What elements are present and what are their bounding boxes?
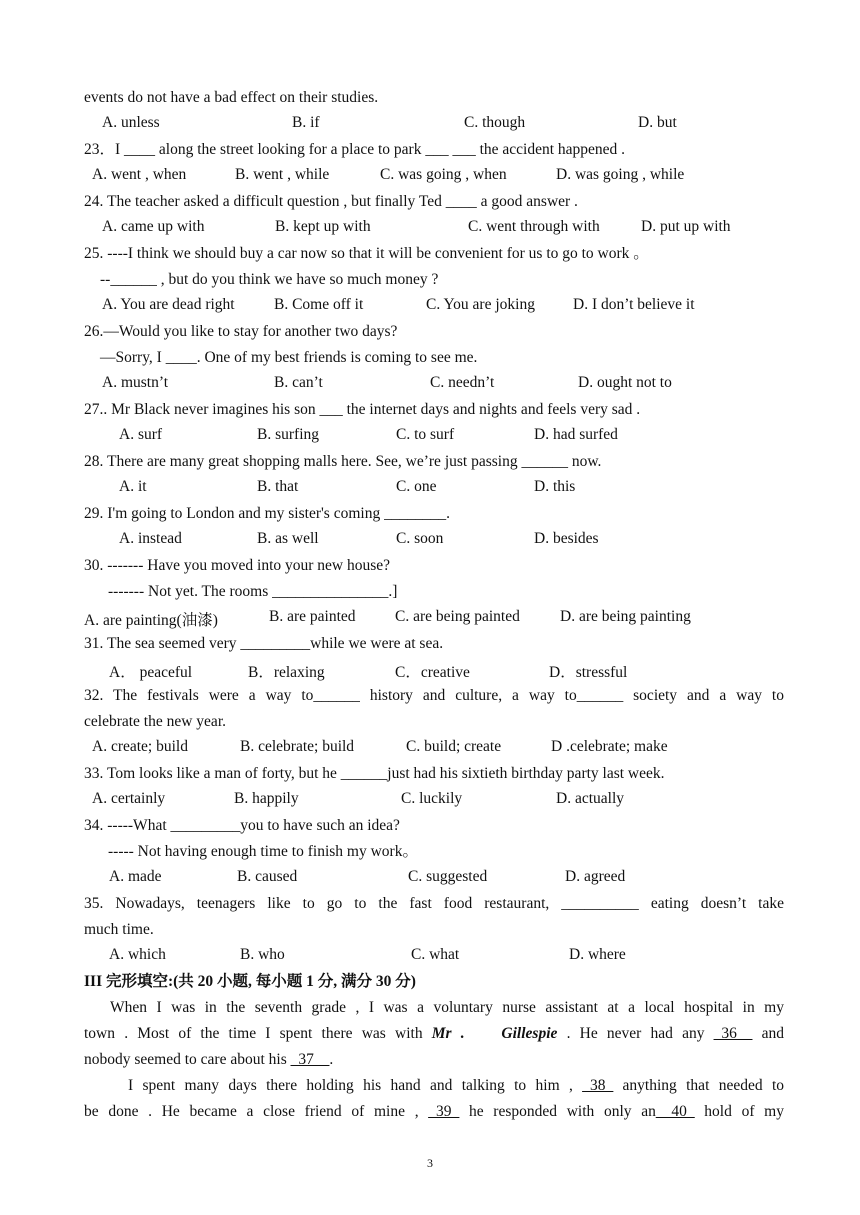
question-23: 23．I ____ along the street looking for a place to park ___ ___ the accident happened . — [84, 141, 626, 158]
option-c: C. are being painted — [395, 608, 520, 625]
option-a: A. unless — [102, 114, 160, 131]
option-c: C. went through with — [468, 218, 600, 235]
question-24: 24. The teacher asked a difficult question , but finally Ted ____ a good answer . — [84, 193, 578, 210]
option-d: D．stressful — [549, 664, 628, 681]
options-26 — [84, 374, 784, 394]
option-b: B. kept up with — [275, 218, 371, 235]
option-d: D. ought not to — [578, 374, 672, 391]
question-26: 26.—Would you like to stay for another two days? — [84, 323, 398, 340]
option-c: C. build; create — [406, 738, 502, 755]
option-a: A. create; build — [92, 738, 188, 755]
options-27 — [84, 426, 784, 446]
option-a: A. came up with — [102, 218, 205, 235]
question-22-tail: events do not have a bad effect on their studies. — [84, 89, 379, 106]
option-b: B. are painted — [269, 608, 356, 625]
option-d: D. had surfed — [534, 426, 618, 443]
option-d: D. put up with — [641, 218, 731, 235]
question-25-reply: --______ , but do you think we have so much money ? — [100, 271, 439, 288]
option-d: D. this — [534, 478, 576, 495]
passage-line: be done . He became a close friend of mine , _39_ he responded with only an__40_ hold of my — [84, 1103, 784, 1120]
option-c: C. suggested — [408, 868, 488, 885]
options-25 — [84, 296, 784, 316]
options-34 — [84, 868, 784, 888]
option-c: C. though — [464, 114, 526, 131]
options-29 — [84, 530, 784, 550]
options-35 — [84, 946, 784, 966]
options-22 — [84, 114, 784, 134]
options-23 — [84, 166, 784, 186]
option-b: B. can’t — [274, 374, 323, 391]
question-28: 28. There are many great shopping malls here. See, we’re just passing ______ now. — [84, 453, 602, 470]
option-c: C. You are joking — [426, 296, 535, 313]
option-b: B. celebrate; build — [240, 738, 355, 755]
question-27: 27.. Mr Black never imagines his son ___ the internet days and nights and feels very sad . — [84, 401, 641, 418]
option-b: B. if — [292, 114, 320, 131]
option-b: B. Come off it — [274, 296, 364, 313]
question-35-cont: much time. — [84, 921, 154, 938]
question-25: 25. ----I think we should buy a car now so that it will be convenient for us to go to work 。 — [84, 245, 649, 262]
passage-line: nobody seemed to care about his _37__. — [84, 1051, 334, 1068]
blank-36: _36__ — [713, 1025, 753, 1042]
option-b: B. happily — [234, 790, 299, 807]
question-34-reply: ----- Not having enough time to finish my work。 — [108, 843, 418, 860]
option-d: D. actually — [556, 790, 625, 807]
passage-line: When I was in the seventh grade , I was a voluntary nurse assistant at a local hospital in my — [110, 999, 784, 1016]
option-a: A. went , when — [92, 166, 187, 183]
question-30: 30. ------- Have you moved into your new house? — [84, 557, 391, 574]
option-c: C. needn’t — [430, 374, 495, 391]
option-d: D. but — [638, 114, 677, 131]
option-c: C. to surf — [396, 426, 455, 443]
question-30-reply: ------- Not yet. The rooms _______________.] — [108, 583, 398, 600]
option-d: D. besides — [534, 530, 599, 547]
option-c: C. one — [396, 478, 437, 495]
option-d: D .celebrate; make — [551, 738, 668, 755]
options-28 — [84, 478, 784, 498]
option-a: A. certainly — [92, 790, 166, 807]
options-33 — [84, 790, 784, 810]
option-a: A. which — [109, 946, 166, 963]
option-c: C. was going , when — [380, 166, 507, 183]
question-35: 35. Nowadays, teenagers like to go to the fast food restaurant, __________ eating doesn’t take — [84, 895, 784, 912]
passage-line: town . Most of the time I spent there was with Mr . Gillespie . He never had any _36__ and — [84, 1025, 784, 1042]
page-number: 3 — [427, 1156, 433, 1170]
options-32 — [84, 738, 784, 758]
option-a: A. are painting(油漆) — [84, 612, 218, 629]
option-a: A. You are dead right — [102, 296, 235, 313]
passage-line: I spent many days there holding his hand and talking to him , _38_ anything that needed to — [128, 1077, 784, 1094]
option-d: D. are being painting — [560, 608, 691, 625]
option-a: A. it — [119, 478, 147, 495]
question-32: 32. The festivals were a way to______ history and culture, a way to______ society and a way to — [84, 687, 784, 704]
option-a: A． peaceful — [109, 664, 193, 681]
option-c: C. soon — [396, 530, 444, 547]
blank-37: _37__ — [290, 1051, 330, 1068]
option-a: A. mustn’t — [102, 374, 169, 391]
options-30 — [84, 608, 784, 628]
options-24 — [84, 218, 784, 238]
option-b: B. as well — [257, 530, 319, 547]
option-a: A. made — [109, 868, 162, 885]
option-d: D. I don’t believe it — [573, 296, 695, 313]
question-29: 29. I'm going to London and my sister's coming ________. — [84, 505, 450, 522]
blank-39: _39_ — [428, 1103, 460, 1120]
option-b: B. that — [257, 478, 299, 495]
option-c: C. what — [411, 946, 460, 963]
section-heading: III 完形填空:(共 20 小题, 每小题 1 分, 满分 30 分) — [84, 973, 416, 990]
blank-38: _38_ — [582, 1077, 614, 1094]
option-a: A. instead — [119, 530, 182, 547]
option-b: B. went , while — [235, 166, 330, 183]
option-c: C. luckily — [401, 790, 463, 807]
option-a: A. surf — [119, 426, 163, 443]
option-b: B. surfing — [257, 426, 319, 443]
option-d: D. was going , while — [556, 166, 685, 183]
option-b: B. caused — [237, 868, 298, 885]
option-b: B. who — [240, 946, 285, 963]
option-c: C．creative — [395, 664, 470, 681]
options-31 — [84, 660, 784, 680]
question-31: 31. The sea seemed very _________while we were at sea. — [84, 635, 444, 652]
option-d: D. agreed — [565, 868, 626, 885]
question-26-reply: —Sorry, I ____. One of my best friends is coming to see me. — [100, 349, 478, 366]
question-32-cont: celebrate the new year. — [84, 713, 226, 730]
option-d: D. where — [569, 946, 626, 963]
question-34: 34. -----What _________you to have such an idea? — [84, 817, 400, 834]
blank-40: __40_ — [655, 1103, 695, 1120]
question-33: 33. Tom looks like a man of forty, but he ______just had his sixtieth birthday party last week. — [84, 765, 665, 782]
option-b: B．relaxing — [248, 664, 325, 681]
